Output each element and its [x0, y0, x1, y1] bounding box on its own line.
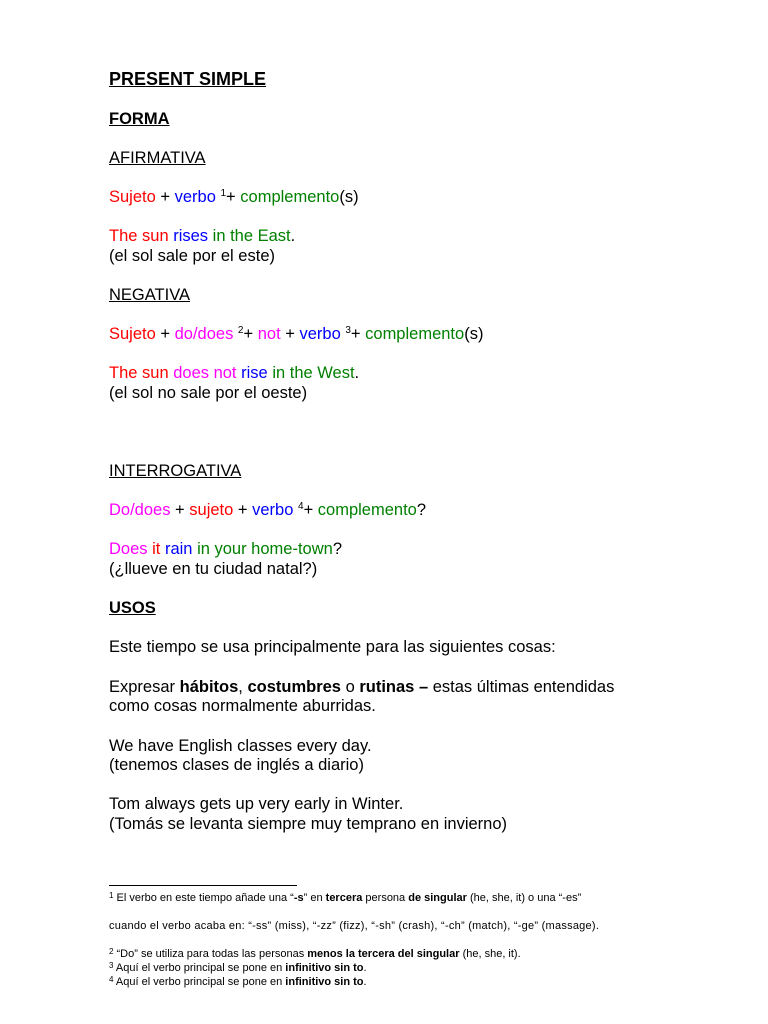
example-complement: in the West: [272, 364, 355, 382]
example-end: ?: [332, 540, 342, 558]
footnote-2: [109, 947, 521, 961]
text-span: Aquí el verbo principal se pone en: [113, 962, 286, 974]
negativa-formula: [109, 324, 483, 344]
text-span: (he, she, it).: [459, 948, 521, 960]
afirmativa-example: [109, 226, 295, 246]
footnote-mark: 1: [109, 891, 114, 900]
footnote-ref-2: 2: [237, 325, 244, 336]
section-forma-heading: FORMA: [109, 110, 170, 128]
section-usos-heading: USOS: [109, 599, 156, 617]
bold-infinitivo-sin-to: infinitivo sin to: [285, 976, 364, 988]
usos-example-2-translation: (Tomás se levanta siempre muy temprano en invierno): [109, 815, 508, 833]
usos-expresar-line2: como cosas normalmente aburridas.: [109, 697, 376, 715]
formula-sujeto: sujeto: [189, 501, 234, 519]
formula-plus: +: [170, 501, 190, 519]
usos-example-1: We have English classes every day.: [109, 737, 372, 755]
usos-example-1-translation: (tenemos clases de inglés a diario): [109, 756, 364, 774]
example-end: .: [354, 364, 360, 382]
usos-example-2: Tom always gets up very early in Winter.: [109, 795, 404, 813]
negativa-example: [109, 363, 359, 383]
text-span: .: [363, 976, 367, 988]
example-complement: in your home-town: [197, 540, 333, 558]
footnote-separator: [109, 885, 297, 886]
formula-suffix: (s): [464, 325, 484, 343]
example-complement: in the East: [212, 227, 291, 245]
bold-habitos: hábitos: [179, 678, 239, 696]
formula-plus: +: [350, 325, 366, 343]
usos-intro: Este tiempo se usa principalmente para las siguientes cosas:: [109, 638, 556, 656]
example-verb: rain: [164, 540, 193, 558]
usos-expresar-line1: [109, 677, 614, 697]
formula-complemento: complemento: [240, 188, 340, 206]
footnote-4: [109, 975, 367, 989]
formula-sujeto: Sujeto: [109, 325, 156, 343]
formula-plus: +: [155, 188, 175, 206]
formula-end: ?: [416, 501, 427, 519]
interrogativa-formula: [109, 500, 426, 520]
example-subject: The sun: [109, 227, 169, 245]
negativa-translation: (el sol no sale por el oeste): [109, 384, 308, 402]
formula-do-does: Do/does: [109, 501, 171, 519]
footnote-1-line2: cuando el verbo acaba en: “-ss” (miss), “-zz” (fizz), “-sh” (crash), “-ch” (match), “-ge” (massage).: [109, 920, 600, 932]
footnote-ref-1: 1: [220, 188, 227, 199]
example-verb: rises: [173, 227, 209, 245]
example-subject: it: [152, 540, 161, 558]
text-span: persona: [362, 892, 409, 904]
formula-do-does: do/does: [174, 325, 234, 343]
text-span: (he, she, it) o una “-es”: [466, 892, 582, 904]
formula-suffix: (s): [339, 188, 359, 206]
footnote-mark: 3: [109, 961, 114, 970]
formula-plus: +: [243, 325, 258, 343]
text-span: Expresar: [109, 678, 180, 696]
interrogativa-translation: (¿llueve en tu ciudad natal?): [109, 560, 318, 578]
text-span: o: [340, 678, 360, 696]
formula-complemento: complemento: [365, 325, 465, 343]
formula-plus: +: [303, 501, 318, 519]
footnote-1: [109, 891, 581, 905]
formula-plus: +: [233, 501, 253, 519]
bold-menos-la-tercera: menos la tercera del singular: [307, 948, 460, 960]
text-span: estas últimas entendidas: [428, 678, 615, 696]
text-span: El verbo en este tiempo añade una “: [113, 892, 294, 904]
example-aux: Does: [109, 540, 148, 558]
footnote-ref-3: 3: [345, 325, 351, 336]
example-subject: The sun: [109, 364, 169, 382]
formula-plus: +: [226, 188, 241, 206]
text-span: Aquí el verbo principal se pone en: [113, 976, 286, 988]
bold-de-singular: de singular: [408, 892, 467, 904]
formula-not: not: [257, 325, 281, 343]
example-aux: does not: [173, 364, 237, 382]
afirmativa-formula: [109, 187, 359, 207]
bold-costumbres: costumbres: [247, 678, 341, 696]
text-span: ” en: [303, 892, 326, 904]
footnote-3: [109, 961, 367, 975]
afirmativa-heading: AFIRMATIVA: [109, 149, 206, 167]
formula-complemento: complemento: [317, 501, 417, 519]
formula-verbo: verbo: [174, 188, 216, 206]
formula-verbo: verbo: [252, 501, 294, 519]
footnote-mark: 4: [109, 975, 114, 984]
afirmativa-translation: (el sol sale por el este): [109, 247, 275, 265]
formula-sujeto: Sujeto: [109, 188, 156, 206]
page-title: PRESENT SIMPLE: [109, 69, 267, 89]
interrogativa-heading: INTERROGATIVA: [109, 462, 242, 480]
interrogativa-example: [109, 539, 342, 559]
text-span: ,: [238, 678, 248, 696]
formula-plus: +: [155, 325, 175, 343]
formula-plus: +: [280, 325, 300, 343]
bold-rutinas: rutinas –: [359, 678, 429, 696]
example-verb: rise: [241, 364, 268, 382]
bold-infinitivo-sin-to: infinitivo sin to: [285, 962, 364, 974]
text-span: .: [363, 962, 367, 974]
bold-tercera: tercera: [325, 892, 363, 904]
text-span: “Do” se utiliza para todas las personas: [113, 948, 308, 960]
footnote-ref-4: 4: [298, 501, 304, 512]
negativa-heading: NEGATIVA: [109, 286, 190, 304]
bold-s: -s: [293, 892, 304, 904]
example-end: .: [290, 227, 296, 245]
footnote-mark: 2: [109, 947, 114, 956]
formula-verbo: verbo: [299, 325, 341, 343]
